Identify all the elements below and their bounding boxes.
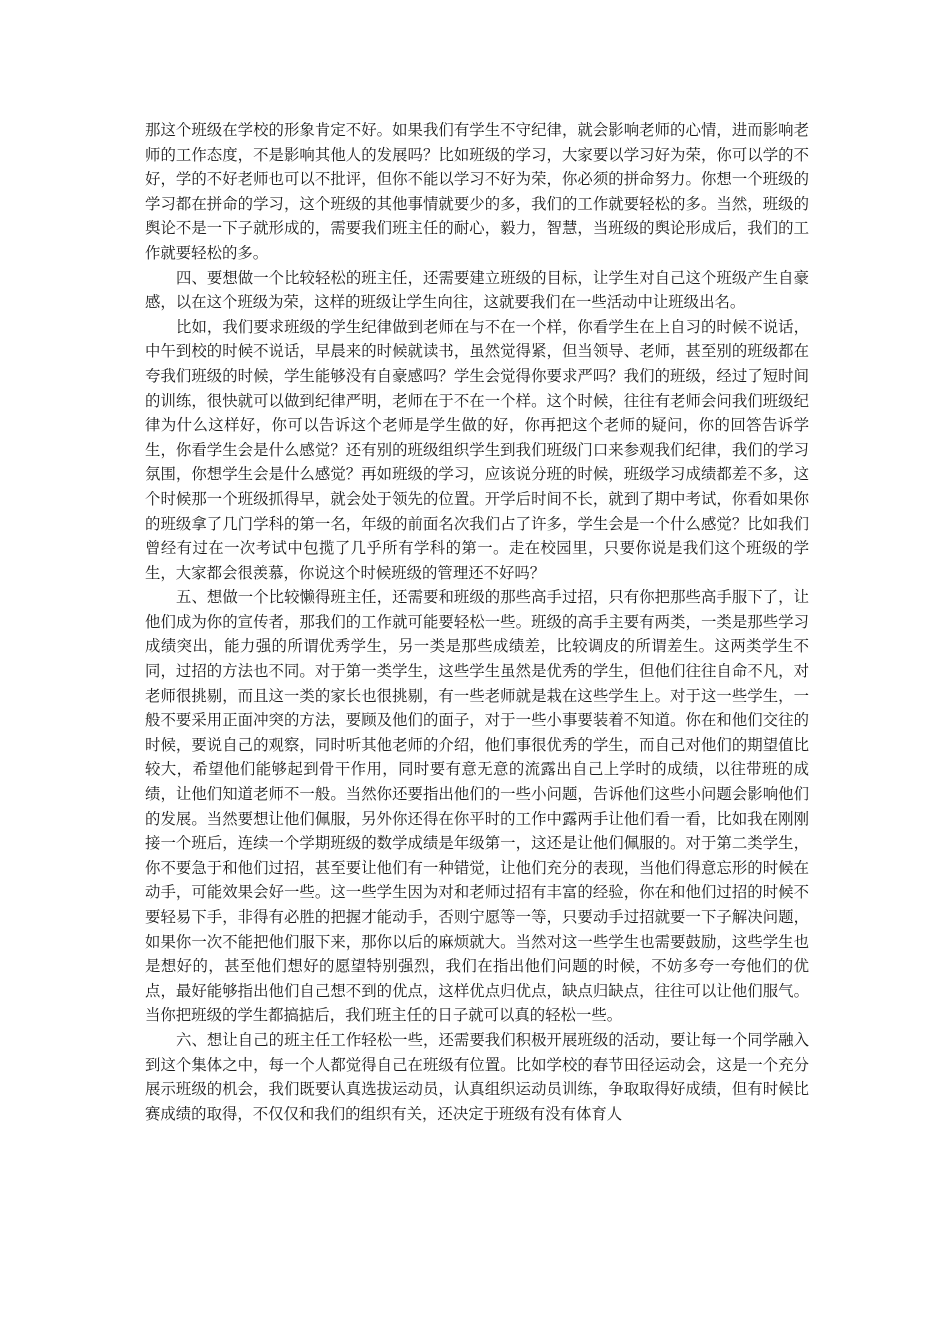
paragraph-example: 比如，我们要求班级的学生纪律做到老师在与不在一个样，你看学生在上自习的时候不说话，中午到校的时候不说话，早晨来的时候就读书，虽然觉得紧，但当领导、老师，甚至别的班级都在夸我们班级的时候，学生能够没有自豪感吗？学生会觉得你要求严吗？我们的班级，经过了短时间的训练，很快就可以做到纪律严明，老师在于不在一个样。这个时候，往往有老师会问我们班级纪律为什么这样好，你可以告诉这个老师是学生做的好，你再把这个老师的疑问，你的回答告诉学生，你看学生会是什么感觉？还有别的班级组织学生到我们班级门口来参观我们纪律，我们的学习氛围，你想学生会是什么感觉？再如班级的学习，应该说分班的时候，班级学习成绩都差不多，这个时候那一个班级抓得早，就会处于领先的位置。开学后时间不长，就到了期中考试，你看如果你的班级拿了几门学科的第一名，年级的前面名次我们占了许多，学生会是一个什么感觉？比如我们曾经有过在一次考试中包揽了几乎所有学科的第一。走在校园里，只要你说是我们这个班级的学生，大家都会很羡慕，你说这个时候班级的管理还不好吗？ [145,317,809,582]
paragraph-section-five: 五、想做一个比较懒得班主任，还需要和班级的那些高手过招，只有你把那些高手服下了，让他们成为你的宣传者，那我们的工作就可能要轻松一些。班级的高手主要有两类，一类是那些学习成绩突出，能力强的所谓优秀学生，另一类是那些成绩差，比较调皮的所谓差生。这两类学生不同，过招的方法也不同。对于第一类学生，这些学生虽然是优秀的学生，但他们往往自命不凡，对老师很挑剔，而且这一类的家长也很挑剔，有一些老师就是栽在这些学生上。对于这一些学生，一般不要采用正面冲突的方法，要顾及他们的面子，对于一些小事要装着不知道。你在和他们交往的时候，要说自己的观察，同时听其他老师的介绍，他们事很优秀的学生，而自己对他们的期望值比较大，希望他们能够起到骨干作用，同时要有意无意的流露出自己上学时的成绩，以往带班的成绩，让他们知道老师不一般。当然你还要指出他们的一些小问题，告诉他们这些小问题会影响他们的发展。当然要想让他们佩服，另外你还得在你平时的工作中露两手让他们看一看，比如我在刚刚接一个班后，连续一个学期班级的数学成绩是年级第一，这还是让他们佩服的。对于第二类学生，你不要急于和他们过招，甚至要让他们有一种错觉，让他们充分的表现，当他们得意忘形的时候在动手，可能效果会好一些。这一些学生因为对和老师过招有丰富的经验，你在和他们过招的时候不要轻易下手，非得有必胜的把握才能动手，否则宁愿等一等，只要动手过招就要一下子解决问题，如果你一次不能把他们服下来，那你以后的麻烦就大。当然对这一些学生也需要鼓励，这些学生也是想好的，甚至他们想好的愿望特别强烈，我们在指出他们问题的时候，不妨多夸一夸他们的优点，最好能够指出他们自己想不到的优点，这样优点归优点，缺点归缺点，往往可以让他们服气。当你把班级的学生都搞掂后，我们班主任的日子就可以真的轻松一些。 [145,588,809,1025]
paragraph-continuation: 那这个班级在学校的形象肯定不好。如果我们有学生不守纪律，就会影响老师的心情，进而影响老师的工作态度，不是影响其他人的发展吗？比如班级的学习，大家要以学习好为荣，你可以学的不好，学的不好老师也可以不批评，但你不能以学习不好为荣，你必须的拼命努力。你想一个班级的学习都在拼命的学习，这个班级的其他事情就要少的多，我们的工作就要轻松的多。当然，班级的舆论不是一下子就形成的，需要我们班主任的耐心，毅力，智慧，当班级的舆论形成后，我们的工作就要轻松的多。 [145,121,809,262]
paragraph-section-six: 六、想让自己的班主任工作轻松一些，还需要我们积极开展班级的活动，要让每一个同学融入到这个集体之中，每一个人都觉得自己在班级有位置。比如学校的春节田径运动会，这是一个充分展示班级的机会，我们既要认真选拔运动员，认真组织运动员训练，争取取得好成绩，但有时候比赛成绩的取得，不仅仅和我们的组织有关，还决定于班级有没有体育人 [145,1030,809,1123]
paragraph-section-four: 四、要想做一个比较轻松的班主任，还需要建立班级的目标，让学生对自己这个班级产生自豪感，以在这个班级为荣，这样的班级让学生向往，这就要我们在一些活动中让班级出名。 [145,268,809,312]
document-body [145,118,809,1126]
